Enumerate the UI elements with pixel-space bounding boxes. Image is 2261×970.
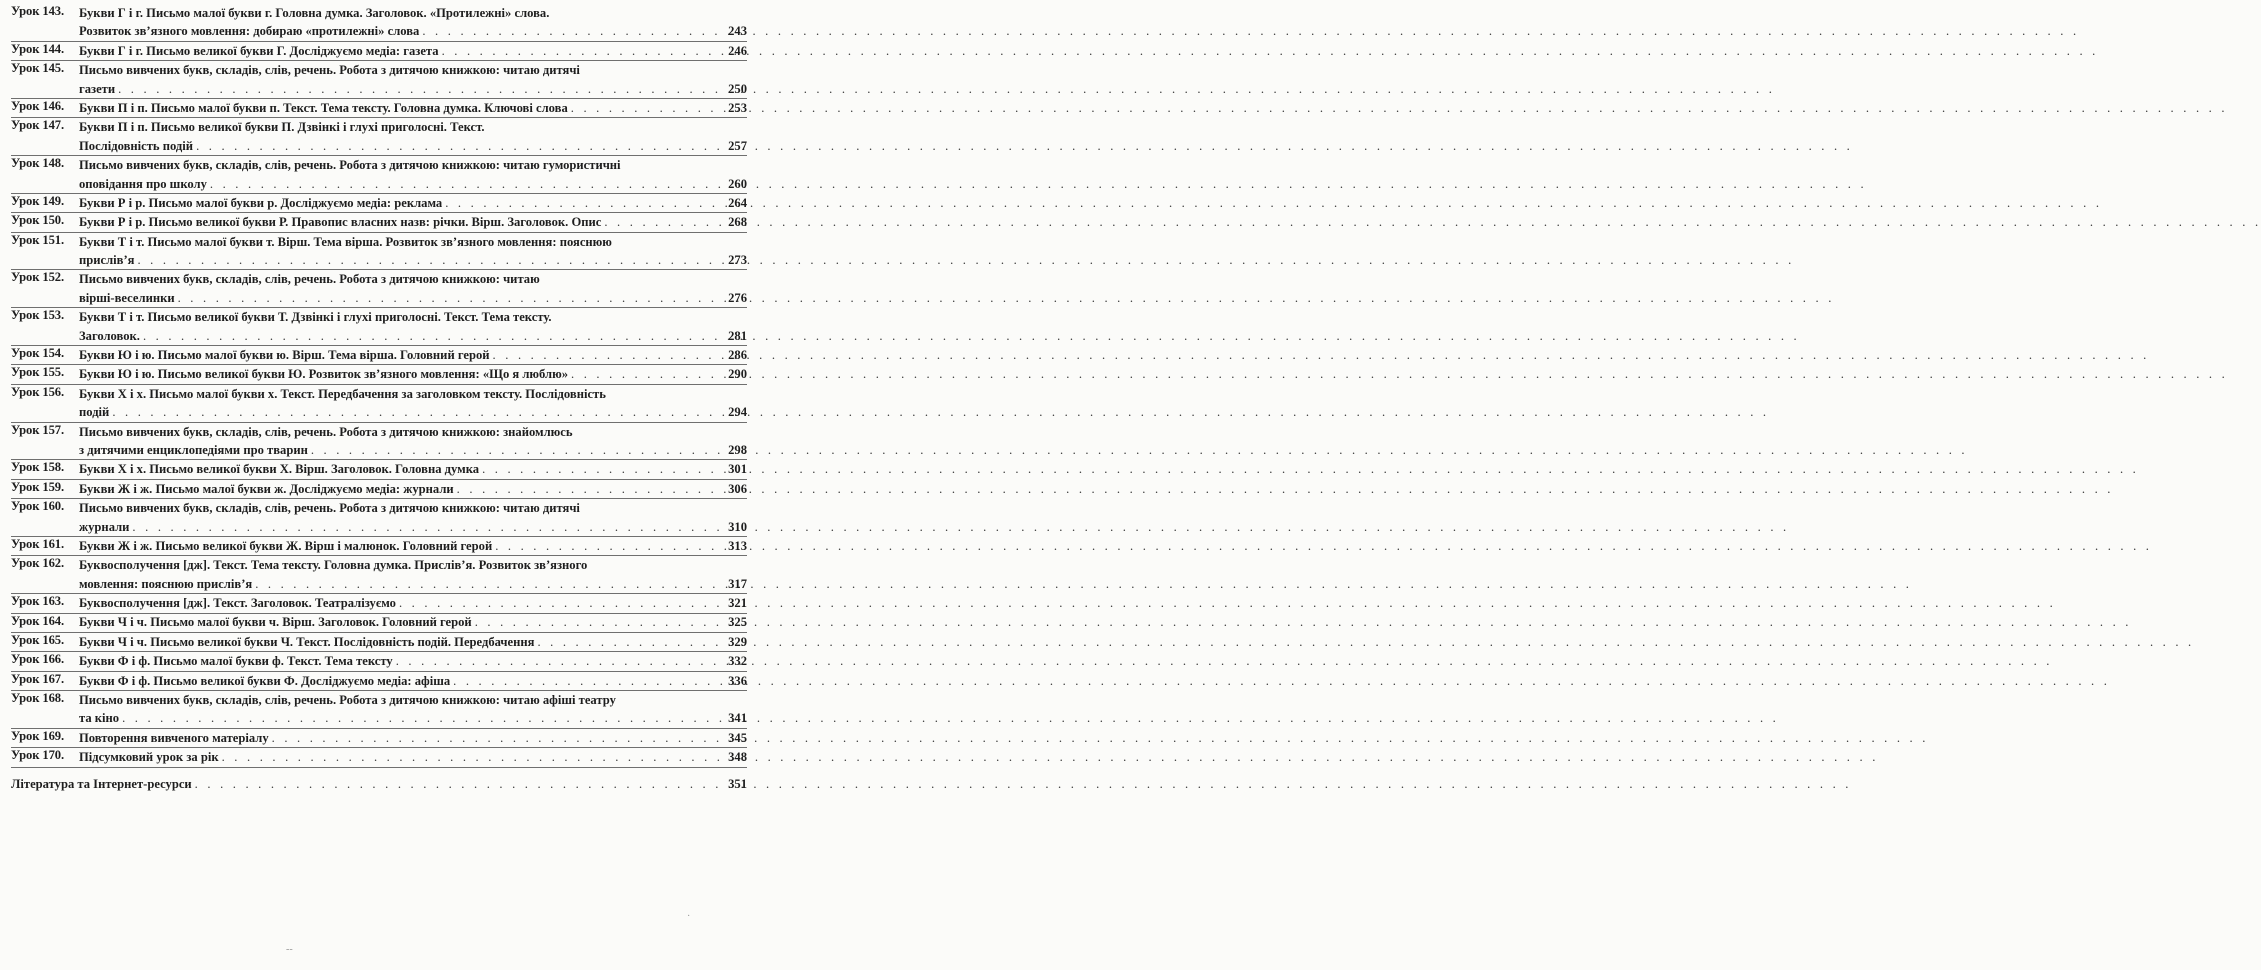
lesson-title-text: газети: [79, 81, 116, 96]
toc-entry: [11, 748, 747, 767]
dot-leader: [178, 289, 722, 307]
dot-leader: [493, 346, 722, 364]
page-number: 325: [728, 615, 747, 630]
lesson-title-line: [79, 346, 747, 364]
lesson-number: Урок 153.: [11, 308, 65, 323]
lesson-title-line: [79, 61, 747, 79]
scan-speck: ·: [687, 911, 691, 922]
page-number: 286: [728, 348, 747, 363]
lesson-title-text: Письмо вивчених букв, складів, слів, речень. Робота з дитячою книжкою: читаю: [79, 272, 540, 287]
toc-entry: [11, 365, 747, 384]
page-number: 345: [728, 730, 747, 745]
lesson-title-line: [79, 441, 747, 459]
lesson-title-line: [79, 423, 747, 441]
lesson-body: [79, 4, 747, 41]
page-number: 310: [728, 519, 747, 534]
lesson-title-line: [79, 403, 747, 421]
lesson-title-line: [79, 729, 747, 747]
lesson-title-text: Письмо вивчених букв, складів, слів, речень. Робота з дитячою книжкою: читаю афіші театру: [79, 693, 616, 708]
toc-entry: [11, 385, 747, 423]
lesson-body: [79, 99, 747, 117]
page-number: 273: [728, 253, 747, 268]
dot-leader: [571, 365, 722, 383]
toc-entry-literature: [11, 775, 747, 793]
lesson-body: [79, 460, 747, 478]
dot-leader: [495, 537, 722, 555]
toc-entry: [11, 480, 747, 499]
lesson-title-text: Заголовок.: [79, 328, 140, 343]
lesson-title-line: [79, 748, 747, 766]
page-number: 351: [728, 776, 747, 791]
dot-leader: [396, 652, 722, 670]
lesson-body: [79, 748, 747, 766]
lesson-number: Урок 162.: [11, 556, 65, 571]
lesson-title-text: оповідання про школу: [79, 176, 207, 191]
lesson-body: [79, 672, 747, 690]
dot-leader: [399, 594, 722, 612]
lesson-number: Урок 143.: [11, 4, 65, 18]
lesson-title-text: журнали: [79, 519, 130, 534]
lesson-body: [79, 270, 747, 307]
lesson-title-text: Письмо вивчених букв, складів, слів, речень. Робота з дитячою книжкою: читаю дитячі: [79, 501, 580, 516]
lesson-title-text: та кіно: [79, 711, 120, 726]
lesson-title-line: [79, 614, 747, 632]
lesson-title-text: Послідовність подій: [79, 138, 194, 153]
lesson-body: [79, 537, 747, 555]
lesson-title-text: Букви Р і р. Письмо великої букви Р. Правопис власних назв: річки. Вірш. Заголовок. Опис: [79, 215, 602, 230]
lesson-number: Урок 155.: [11, 365, 65, 380]
page-number: 290: [728, 367, 747, 382]
dot-leader: [272, 729, 722, 747]
lesson-number: Урок 146.: [11, 98, 65, 113]
dot-leader: [537, 633, 722, 651]
lesson-body: [79, 308, 747, 345]
toc-entry: [11, 346, 747, 365]
lesson-body: [79, 691, 747, 728]
lesson-body: [79, 365, 747, 383]
toc-entry: [11, 4, 747, 42]
lesson-title-text: прислів’я: [79, 253, 135, 268]
page-number: 332: [728, 654, 747, 669]
lesson-title-line: [79, 289, 747, 307]
lesson-title-text: Букви Ю і ю. Письмо малої букви ю. Вірш. Тема вірша. Головний герой: [79, 348, 490, 363]
dot-leader: [122, 709, 722, 727]
page-number: 264: [728, 195, 747, 210]
dot-leader: [604, 213, 722, 231]
lesson-title-text: Букви П і п. Письмо великої букви П. Дзвінкі і глухі приголосні. Текст.: [79, 120, 485, 135]
lesson-number: Урок 148.: [11, 156, 65, 171]
page-number: 317: [728, 576, 747, 591]
lesson-title-text: Букви Ч і ч. Письмо малої букви ч. Вірш. Заголовок. Головний герой: [79, 615, 472, 630]
toc-entry: [11, 194, 747, 213]
page-number: 250: [728, 81, 747, 96]
toc-entry: [11, 308, 747, 346]
lesson-title-text: Букви Р і р. Письмо малої букви р. Досліджуємо медіа: реклама: [79, 195, 443, 210]
lesson-number: Урок 150.: [11, 213, 65, 228]
dot-leader: [196, 137, 722, 155]
lesson-number: Урок 167.: [11, 671, 65, 686]
page-number: 341: [728, 711, 747, 726]
lesson-number: Урок 161.: [11, 536, 65, 551]
lesson-title-line: [79, 22, 747, 40]
lesson-title-line: [79, 594, 747, 612]
lesson-number: Урок 159.: [11, 479, 65, 494]
lesson-body: [79, 61, 747, 98]
lesson-title-text: Букви Г і г. Письмо великої букви Г. Досліджуємо медіа: газета: [79, 43, 439, 58]
lesson-body: [79, 233, 747, 270]
dot-leader: [112, 403, 722, 421]
lesson-number: Урок 147.: [11, 118, 65, 133]
lesson-title-text: Букви Х і х. Письмо малої букви х. Текст. Передбачення за заголовком тексту. Послідовність: [79, 386, 606, 401]
lesson-title-line: [79, 99, 747, 117]
lesson-title-text: Букви Ф і ф. Письмо великої букви Ф. Досліджуємо медіа: афіша: [79, 673, 451, 688]
toc-entry: [11, 99, 747, 118]
table-of-contents: [11, 4, 747, 793]
lesson-body: [79, 480, 747, 498]
lesson-number: Урок 149.: [11, 193, 65, 208]
dot-leader: [311, 441, 722, 459]
lesson-title-text: Букви Т і т. Письмо малої букви т. Вірш. Тема вірша. Розвиток зв’язного мовлення: пояснюю: [79, 234, 612, 249]
lesson-title-line: [79, 80, 747, 98]
lesson-title-line: [79, 4, 747, 22]
literature-title: Література та Інтернет-ресурси: [11, 776, 192, 791]
lesson-body: [79, 652, 747, 670]
toc-entry: [11, 537, 747, 556]
toc-entry: [11, 213, 747, 232]
lesson-body: [79, 594, 747, 612]
lesson-title-line: [79, 365, 747, 383]
lesson-title-line: [79, 175, 747, 193]
toc-entry: [11, 729, 747, 748]
lesson-body: [79, 118, 747, 155]
lesson-title-line: [79, 156, 747, 174]
lesson-number: Урок 168.: [11, 691, 65, 706]
lesson-number: Урок 170.: [11, 748, 65, 763]
dot-leader: [422, 22, 722, 40]
toc-entry: [11, 672, 747, 691]
page-number: 321: [728, 596, 747, 611]
toc-entry: [11, 633, 747, 652]
lesson-title-line: [79, 499, 747, 517]
lesson-title-line: [79, 460, 747, 478]
lesson-number: Урок 164.: [11, 613, 65, 628]
page-number: 294: [728, 405, 747, 420]
dot-leader: [457, 480, 722, 498]
lesson-title-text: мовлення: пояснюю прислів’я: [79, 576, 253, 591]
lesson-number: Урок 152.: [11, 270, 65, 285]
dot-leader: [453, 672, 722, 690]
toc-entry: [11, 691, 747, 729]
dot-leader: [137, 251, 722, 269]
literature-body: [11, 775, 747, 793]
lesson-title-line: [79, 480, 747, 498]
lesson-body: [79, 633, 747, 651]
page-number: 336: [728, 673, 747, 688]
lesson-title-line: [79, 213, 747, 231]
toc-entry: [11, 42, 747, 61]
literature-line: [11, 775, 747, 793]
lesson-title-line: [79, 327, 747, 345]
toc-entry: [11, 423, 747, 461]
lesson-title-text: Буквосполучення [дж]. Текст. Заголовок. Театралізуємо: [79, 596, 396, 611]
lesson-title-line: [79, 308, 747, 326]
lesson-number: Урок 157.: [11, 422, 65, 437]
lesson-body: [79, 556, 747, 593]
lesson-title-text: Букви Ж і ж. Письмо великої букви Ж. Вірш і малюнок. Головний герой: [79, 538, 493, 553]
lesson-number: Урок 151.: [11, 232, 65, 247]
lesson-title-line: [79, 633, 747, 651]
dot-leader: [210, 175, 722, 193]
lesson-title-text: Буквосполучення [дж]. Текст. Тема тексту. Головна думка. Прислів’я. Розвиток зв’язного: [79, 558, 588, 573]
lesson-title-text: Букви Ч і ч. Письмо великої букви Ч. Текст. Послідовність подій. Передбачення: [79, 634, 535, 649]
lesson-title-line: [79, 194, 747, 212]
dot-leader: [475, 613, 722, 631]
lesson-number: Урок 169.: [11, 728, 65, 743]
lesson-title-text: Письмо вивчених букв, складів, слів, речень. Робота з дитячою книжкою: читаю гумористичні: [79, 158, 621, 173]
page-number: 329: [728, 634, 747, 649]
page-number: 348: [728, 750, 747, 765]
toc-entry: [11, 233, 747, 271]
lesson-title-line: [79, 270, 747, 288]
dot-leader: [222, 748, 722, 766]
lesson-title-line: [79, 575, 747, 593]
lesson-number: Урок 165.: [11, 632, 65, 647]
lesson-number: Урок 154.: [11, 346, 65, 361]
dot-leader: [571, 99, 722, 117]
toc-entry: [11, 460, 747, 479]
dot-leader: [143, 327, 722, 345]
lesson-title-line: [79, 118, 747, 136]
lesson-body: [79, 499, 747, 536]
lesson-title-text: Письмо вивчених букв, складів, слів, речень. Робота з дитячою книжкою: знайомлюсь: [79, 424, 573, 439]
toc-entry: [11, 118, 747, 156]
lesson-body: [79, 346, 747, 364]
lesson-title-text: подій: [79, 405, 110, 420]
toc-entry: [11, 61, 747, 99]
dot-leader: [482, 460, 722, 478]
lesson-body: [79, 729, 747, 747]
lesson-title-text: Букви Т і т. Письмо великої букви Т. Дзвінкі і глухі приголосні. Текст. Тема тексту.: [79, 310, 552, 325]
toc-entry: [11, 156, 747, 194]
page-number: 253: [728, 100, 747, 115]
page-number: 281: [728, 328, 747, 343]
page-number: 243: [728, 24, 747, 39]
lesson-title-line: [79, 672, 747, 690]
toc-entry: [11, 556, 747, 594]
scan-speck: ‑‑: [286, 944, 293, 955]
lesson-title-text: з дитячими енциклопедіями про тварин: [79, 442, 308, 457]
lesson-title-text: Письмо вивчених букв, складів, слів, речень. Робота з дитячою книжкою: читаю дитячі: [79, 63, 580, 78]
lesson-title-line: [79, 691, 747, 709]
page-number: 313: [728, 538, 747, 553]
dot-leader: [445, 194, 722, 212]
lesson-title-line: [79, 42, 747, 60]
toc-entry: [11, 594, 747, 613]
lesson-title-line: [79, 251, 747, 269]
lesson-title-line: [79, 556, 747, 574]
lesson-title-line: [79, 233, 747, 251]
dot-leader: [255, 575, 722, 593]
lesson-number: Урок 158.: [11, 460, 65, 475]
lesson-body: [79, 385, 747, 422]
lesson-number: Урок 160.: [11, 499, 65, 514]
toc-entry: [11, 270, 747, 308]
lesson-number: Урок 156.: [11, 384, 65, 399]
dot-leader: [442, 42, 722, 60]
lesson-title-text: Букви П і п. Письмо малої букви п. Текст. Тема тексту. Головна думка. Ключові слова: [79, 100, 568, 115]
toc-page: [0, 0, 762, 970]
page-number: 276: [728, 290, 747, 305]
page-number: 298: [728, 442, 747, 457]
lesson-number: Урок 163.: [11, 594, 65, 609]
lesson-body: [79, 213, 747, 231]
lesson-title-text: вірші-веселинки: [79, 290, 175, 305]
lesson-title-text: Підсумковий урок за рік: [79, 750, 219, 765]
lesson-title-text: Повторення вивченого матеріалу: [79, 730, 269, 745]
toc-entry: [11, 614, 747, 633]
lesson-title-text: Букви Ф і ф. Письмо малої букви ф. Текст. Тема тексту: [79, 654, 393, 669]
dot-leader: [195, 775, 722, 793]
page-number: 306: [728, 481, 747, 496]
lesson-number: Урок 144.: [11, 41, 65, 56]
page-number: 257: [728, 138, 747, 153]
page-number: 301: [728, 462, 747, 477]
lesson-title-text: Букви Х і х. Письмо великої букви Х. Вірш. Заголовок. Головна думка: [79, 462, 480, 477]
dot-leader: [132, 518, 722, 536]
lesson-body: [79, 156, 747, 193]
lesson-title-text: Букви Ю і ю. Письмо великої букви Ю. Розвиток зв’язного мовлення: «Що я люблю»: [79, 367, 569, 382]
dot-leader: [118, 80, 722, 98]
lesson-body: [79, 614, 747, 632]
lesson-title-text: Розвиток зв’язного мовлення: добираю «протилежні» слова: [79, 24, 420, 39]
lesson-title-line: [79, 652, 747, 670]
lesson-number: Урок 166.: [11, 652, 65, 667]
page-number: 268: [728, 215, 747, 230]
lesson-title-line: [79, 518, 747, 536]
lesson-body: [79, 42, 747, 60]
lesson-body: [79, 194, 747, 212]
toc-entry: [11, 652, 747, 671]
lesson-title-line: [79, 709, 747, 727]
page-number: 246: [728, 43, 747, 58]
lesson-title-line: [79, 385, 747, 403]
toc-entry: [11, 499, 747, 537]
lesson-number: Урок 145.: [11, 61, 65, 76]
lesson-title-line: [79, 537, 747, 555]
lesson-title-text: Букви Ж і ж. Письмо малої букви ж. Досліджуємо медіа: журнали: [79, 481, 454, 496]
lesson-title-line: [79, 137, 747, 155]
lesson-body: [79, 423, 747, 460]
page-number: 260: [728, 176, 747, 191]
lesson-title-text: Букви Г і г. Письмо малої букви г. Головна думка. Заголовок. «Протилежні» слова.: [79, 5, 550, 20]
